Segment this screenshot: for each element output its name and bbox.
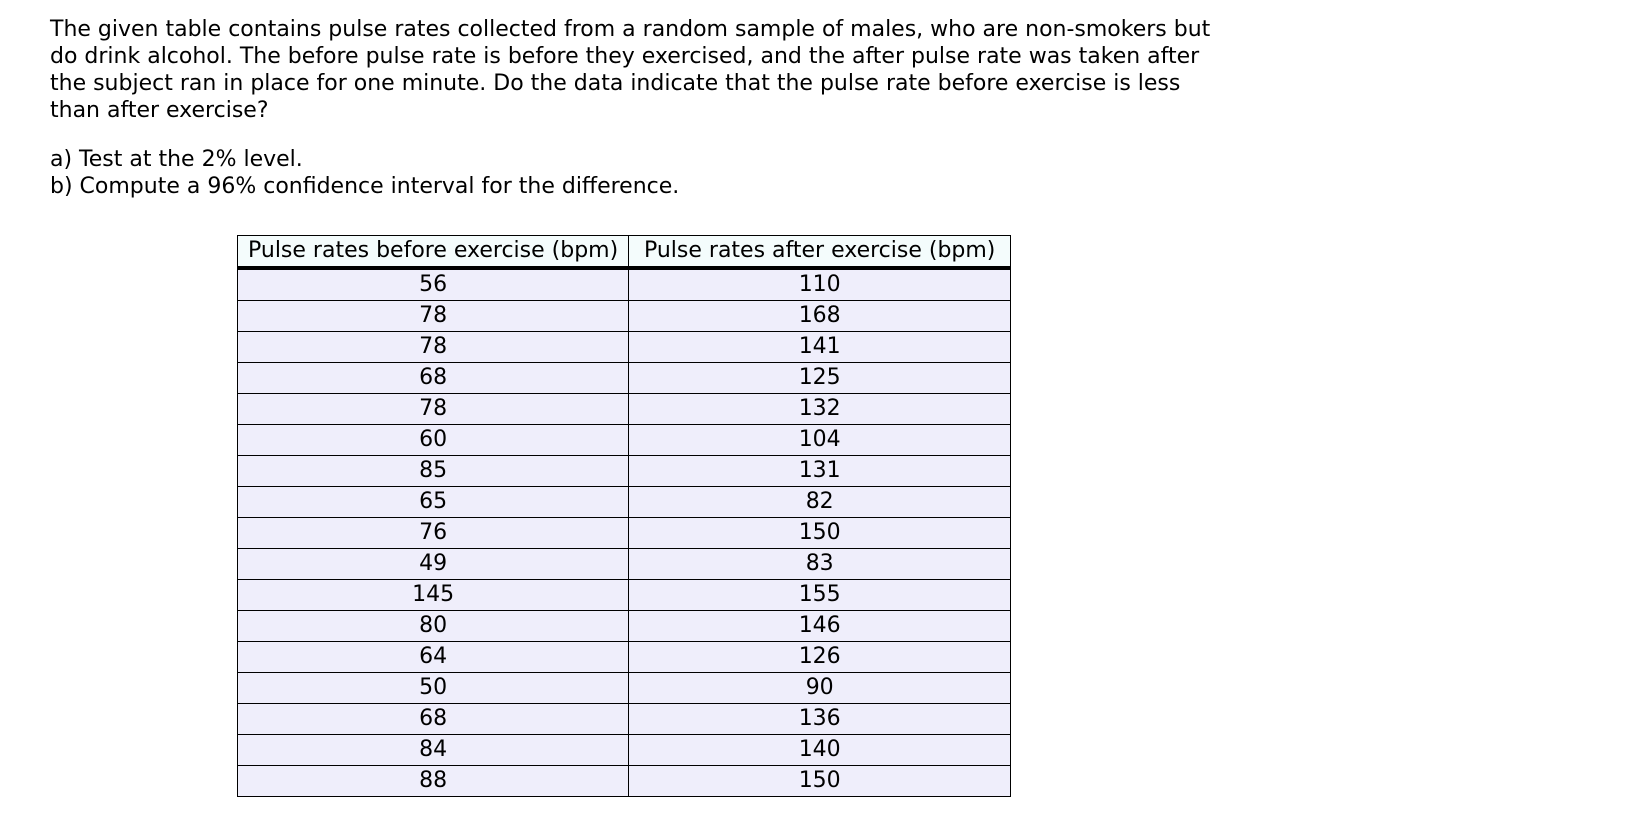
cell-before-exercise: 56 <box>238 268 629 301</box>
problem-parts <box>50 146 679 200</box>
table-row <box>238 268 1011 301</box>
cell-before-exercise: 88 <box>238 765 629 796</box>
part-b: b) Compute a 96% confidence interval for the difference. <box>50 174 680 199</box>
table-row <box>238 765 1011 796</box>
header-after-exercise: Pulse rates after exercise (bpm) <box>629 236 1011 268</box>
cell-before-exercise: 85 <box>238 455 629 486</box>
cell-after-exercise: 150 <box>629 517 1011 548</box>
cell-before-exercise: 78 <box>238 300 629 331</box>
cell-after-exercise: 90 <box>629 672 1011 703</box>
table-header-row <box>238 236 1011 268</box>
cell-before-exercise: 64 <box>238 641 629 672</box>
cell-after-exercise: 104 <box>629 424 1011 455</box>
cell-before-exercise: 78 <box>238 393 629 424</box>
table-row <box>238 455 1011 486</box>
cell-after-exercise: 126 <box>629 641 1011 672</box>
header-before-exercise: Pulse rates before exercise (bpm) <box>238 236 629 268</box>
cell-before-exercise: 60 <box>238 424 629 455</box>
cell-before-exercise: 68 <box>238 362 629 393</box>
part-a: a) Test at the 2% level. <box>50 147 303 172</box>
cell-before-exercise: 78 <box>238 331 629 362</box>
cell-after-exercise: 132 <box>629 393 1011 424</box>
cell-before-exercise: 50 <box>238 672 629 703</box>
table-row <box>238 579 1011 610</box>
cell-after-exercise: 140 <box>629 734 1011 765</box>
cell-after-exercise: 141 <box>629 331 1011 362</box>
cell-before-exercise: 68 <box>238 703 629 734</box>
table-row <box>238 300 1011 331</box>
table-row <box>238 424 1011 455</box>
table-row <box>238 393 1011 424</box>
table-row <box>238 734 1011 765</box>
cell-before-exercise: 145 <box>238 579 629 610</box>
cell-after-exercise: 150 <box>629 765 1011 796</box>
table-row <box>238 610 1011 641</box>
cell-after-exercise: 136 <box>629 703 1011 734</box>
table-row <box>238 331 1011 362</box>
cell-before-exercise: 80 <box>238 610 629 641</box>
table-row <box>238 362 1011 393</box>
table-row <box>238 486 1011 517</box>
cell-after-exercise: 155 <box>629 579 1011 610</box>
table-row <box>238 517 1011 548</box>
table-row <box>238 703 1011 734</box>
cell-after-exercise: 168 <box>629 300 1011 331</box>
problem-statement: The given table contains pulse rates collected from a random sample of males, who are non-smokers but do drink alcohol. The before pulse rate is before they exercised, and the after pulse rate was taken after the subject ran in place for one minute. Do the data indicate that the pulse rate before exercise is less than after exercise? <box>50 17 1211 123</box>
table-body <box>238 268 1011 797</box>
cell-after-exercise: 131 <box>629 455 1011 486</box>
table-row <box>238 641 1011 672</box>
cell-before-exercise: 76 <box>238 517 629 548</box>
cell-after-exercise: 83 <box>629 548 1011 579</box>
cell-before-exercise: 49 <box>238 548 629 579</box>
cell-after-exercise: 82 <box>629 486 1011 517</box>
cell-after-exercise: 125 <box>629 362 1011 393</box>
cell-before-exercise: 65 <box>238 486 629 517</box>
cell-before-exercise: 84 <box>238 734 629 765</box>
table-row <box>238 672 1011 703</box>
cell-after-exercise: 110 <box>629 268 1011 301</box>
pulse-rate-table <box>237 235 1011 797</box>
cell-after-exercise: 146 <box>629 610 1011 641</box>
table-row <box>238 548 1011 579</box>
